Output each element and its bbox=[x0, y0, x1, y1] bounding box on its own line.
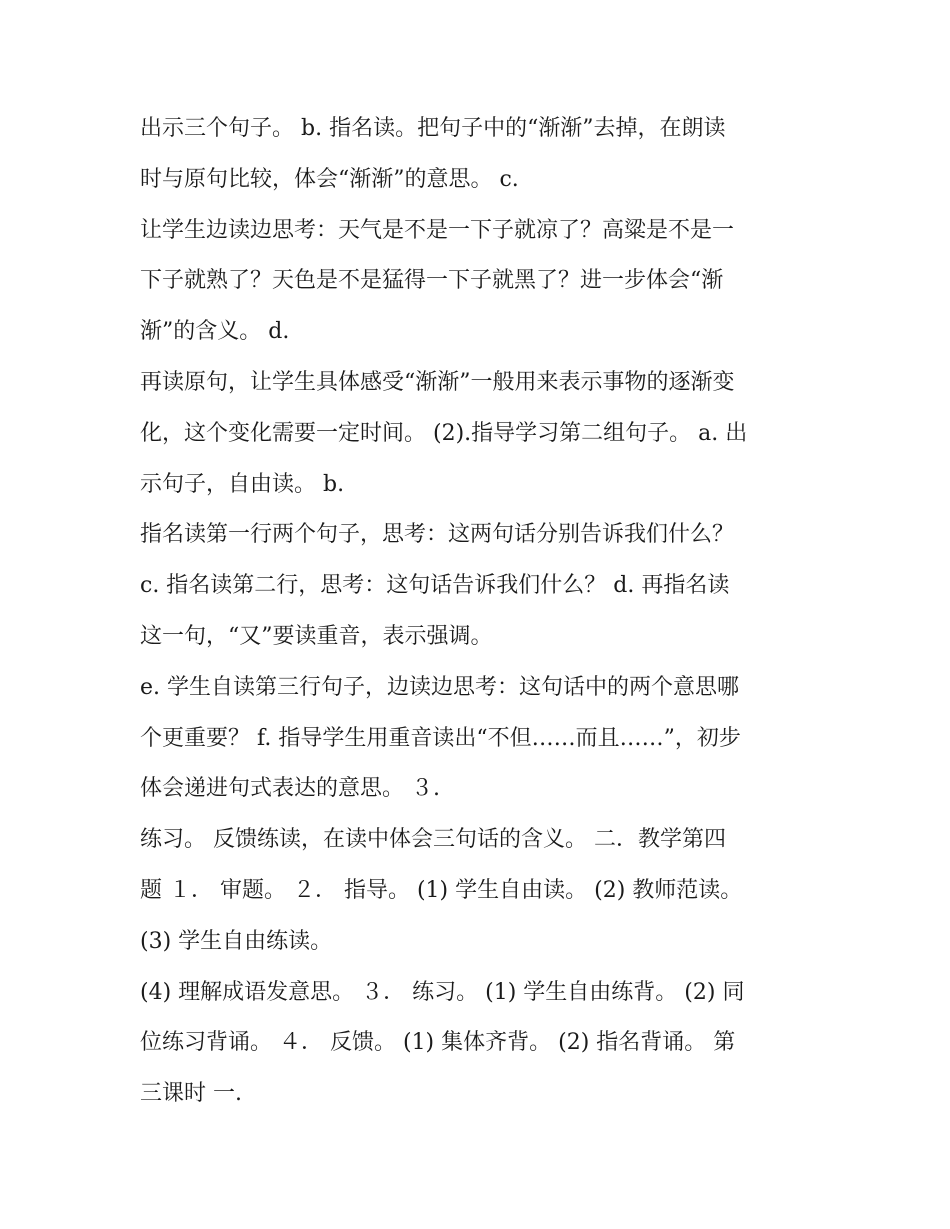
text-line: e. 学生自读第三行句子，边读边思考：这句话中的两个意思哪 bbox=[140, 674, 740, 700]
text-line: 示句子，自由读。 b. bbox=[140, 471, 345, 497]
text-line: 化，这个变化需要一定时间。 (2).指导学习第二组句子。 a. 出 bbox=[140, 420, 748, 446]
text-line: 三课时 一. bbox=[140, 1081, 242, 1107]
text-line: (3) 学生自由练读。 bbox=[140, 928, 333, 954]
text-line: 渐”的含义。 d. bbox=[140, 319, 290, 345]
lesson-plan-text bbox=[140, 104, 830, 1120]
text-line: 这一句，“又”要读重音，表示强调。 bbox=[140, 623, 493, 649]
text-line: 位练习背诵。 ４． 反馈。 (1) 集体齐背。 (2) 指名背诵。 第 bbox=[140, 1030, 736, 1056]
text-line: 题 １． 审题。 ２． 指导。 (1) 学生自由读。 (2) 教师范读。 bbox=[140, 877, 743, 903]
text-line: (4) 理解成语发意思。 ３． 练习。 (1) 学生自由练背。 (2) 同 bbox=[140, 979, 745, 1005]
text-line: 体会递进句式表达的意思。 ３. bbox=[140, 776, 440, 802]
text-line: 个更重要？ f. 指导学生用重音读出“不但……而且……”，初步 bbox=[140, 725, 741, 751]
text-line: 指名读第一行两个句子，思考：这两句话分别告诉我们什么？ bbox=[140, 522, 735, 548]
text-line: 时与原句比较，体会“渐渐”的意思。 c. bbox=[140, 166, 519, 192]
text-line: 让学生边读边思考：天气是不是一下子就凉了？高粱是不是一 bbox=[140, 217, 735, 243]
text-line: 下子就熟了？天色是不是猛得一下子就黑了？进一步体会“渐 bbox=[140, 268, 724, 294]
text-line: 练习。 反馈练读，在读中体会三句话的含义。 二．教学第四 bbox=[140, 827, 726, 853]
text-line: 再读原句，让学生具体感受“渐渐”一般用来表示事物的逐渐变 bbox=[140, 369, 735, 395]
text-line: 出示三个句子。 b. 指名读。把句子中的“渐渐”去掉，在朗读 bbox=[140, 116, 726, 141]
text-line: c. 指名读第二行，思考：这句话告诉我们什么？ d. 再指名读 bbox=[140, 573, 730, 599]
